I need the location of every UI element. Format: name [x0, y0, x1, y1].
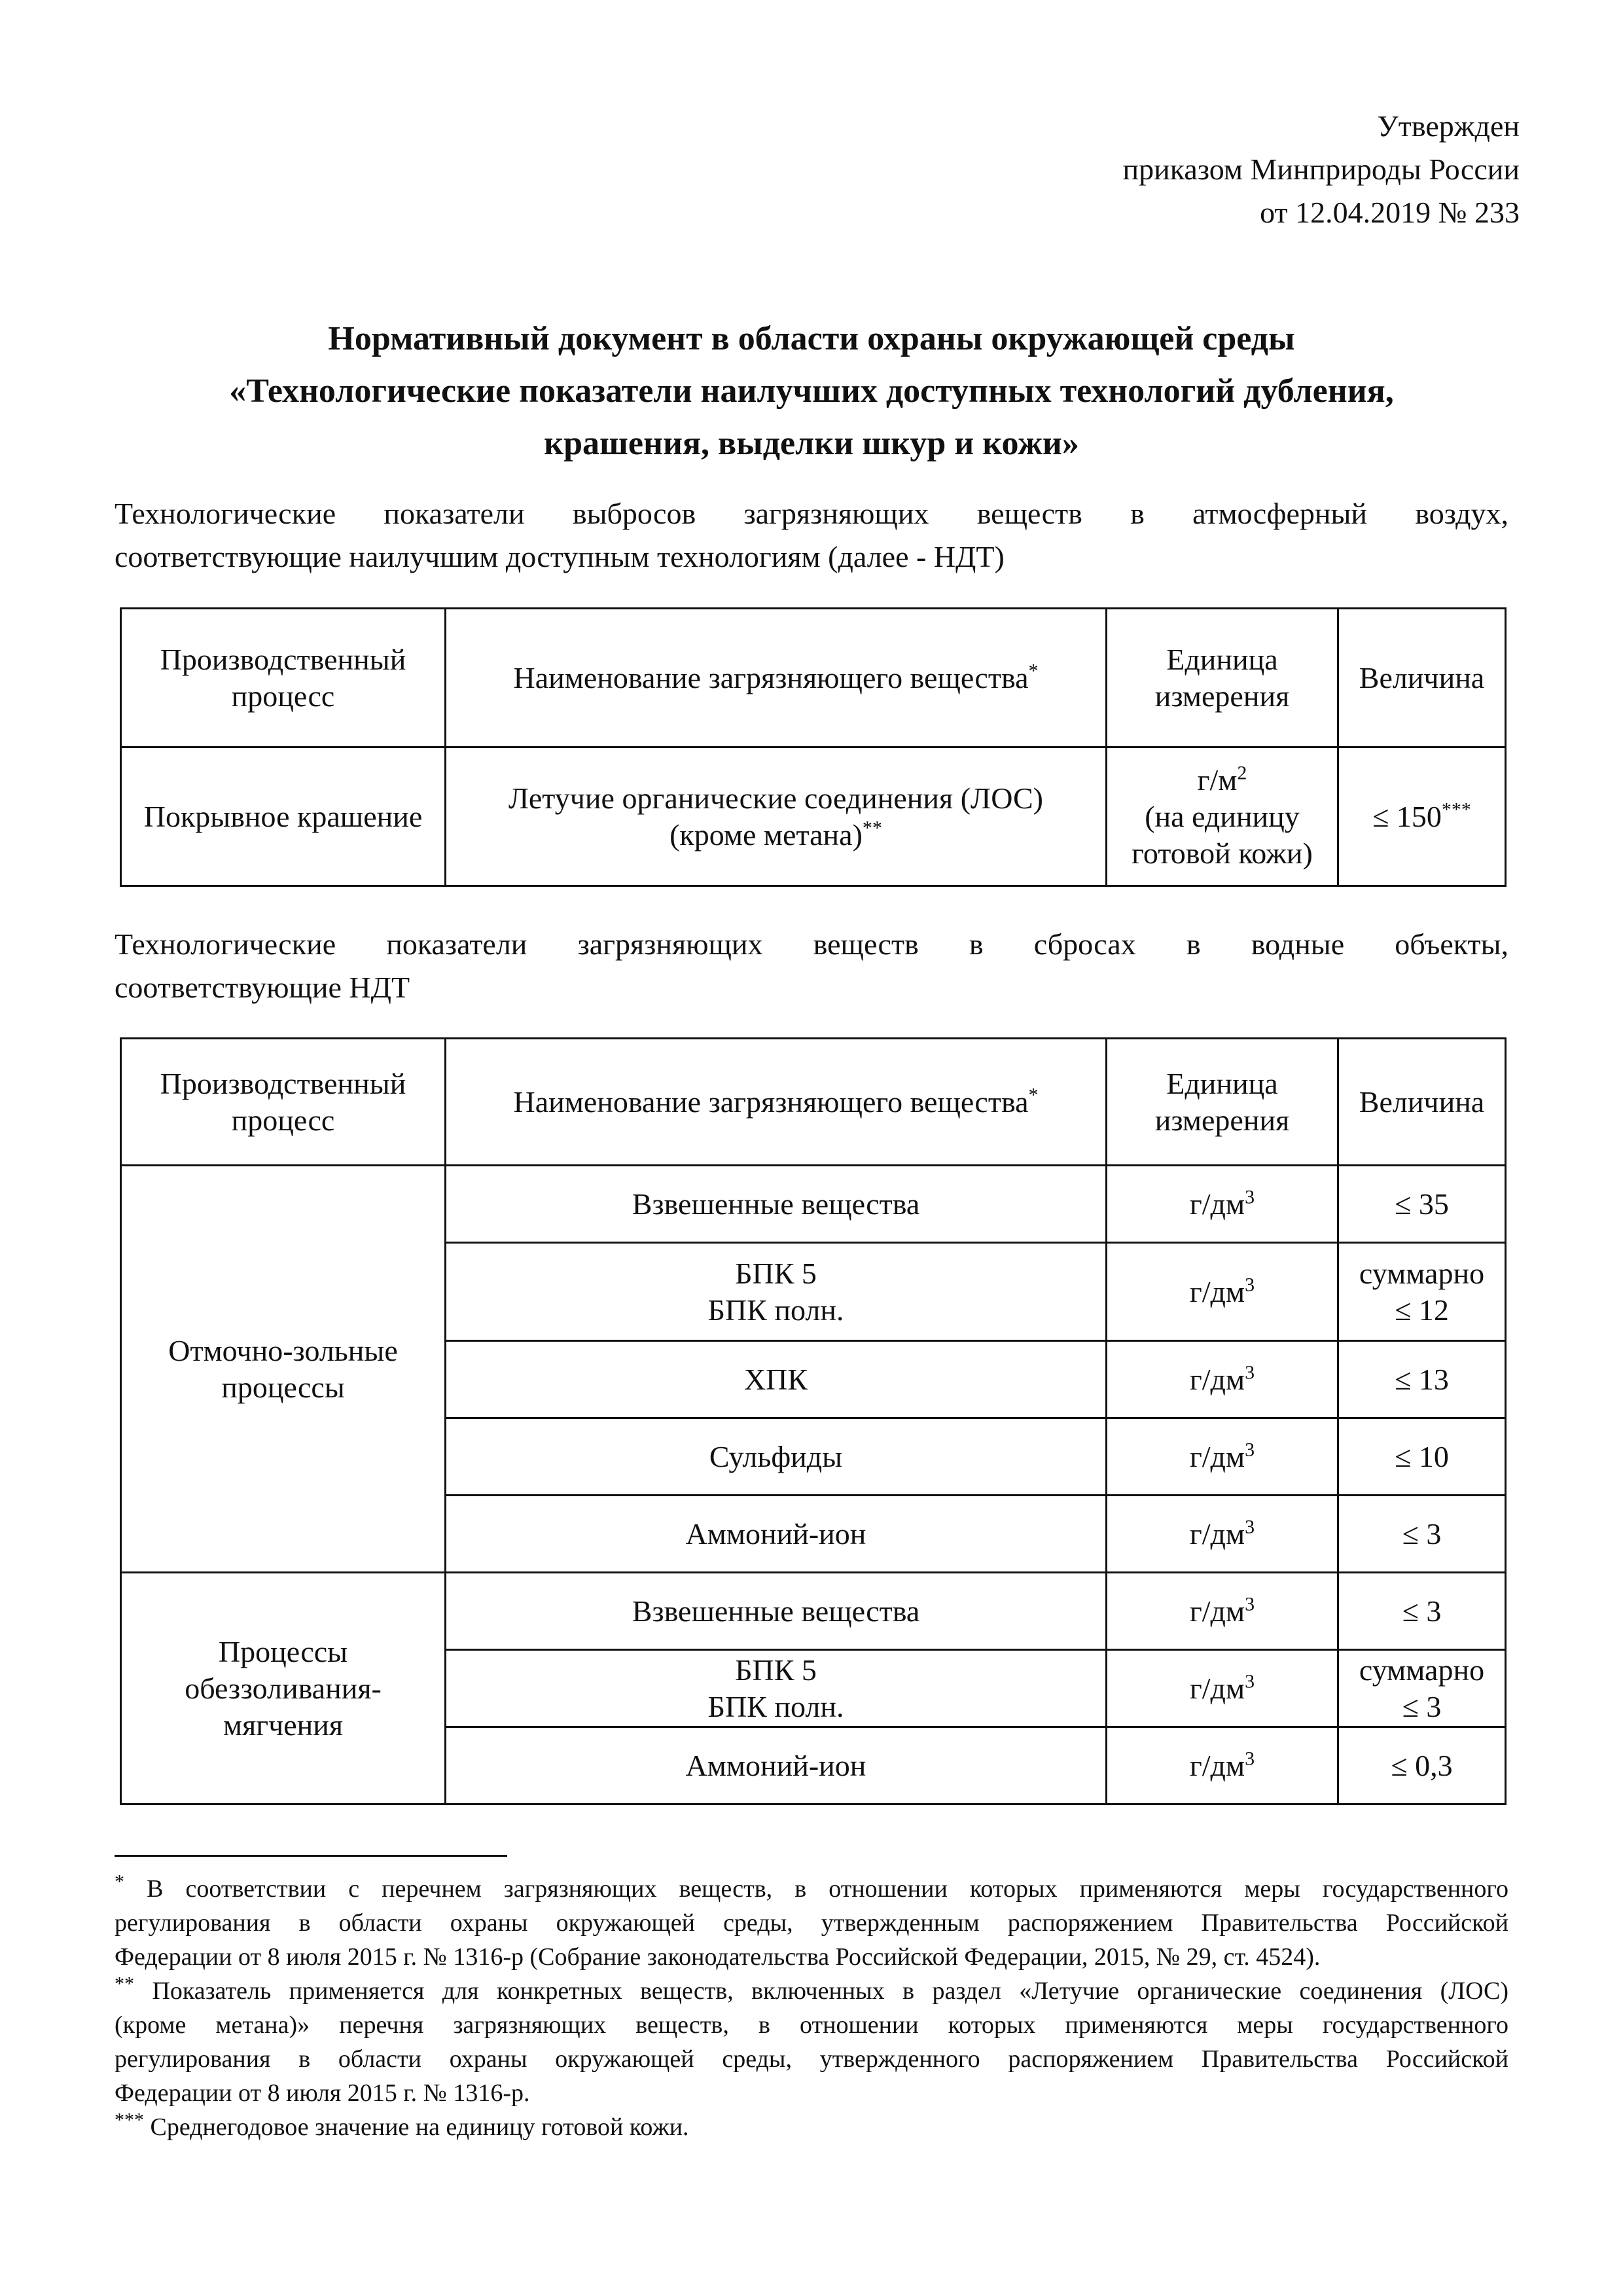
section1-intro: [115, 492, 1508, 579]
cell-value: ≤ 3: [1338, 1573, 1506, 1650]
cell-unit: $г/дм^3$: [1107, 1650, 1338, 1727]
section2-line-2: соответствующие НДТ: [115, 971, 410, 1004]
section1-line-2: соответствующие наилучшим доступным технологиям (далее - НДТ): [115, 540, 1005, 573]
cell-substance: Летучие органические соединения (ЛОС) (кроме метана)**: [446, 747, 1107, 886]
title-line-3: крашения, выделки шкур и кожи»: [544, 425, 1079, 462]
approval-line-1: Утвержден: [1377, 109, 1520, 143]
discharges-table: [120, 1037, 1507, 1805]
footnotes: [115, 1872, 1508, 2144]
footnote-2: ** Показатель применяется для конкретных веществ, включенных в раздел «Летучие органические соединения (ЛОС) (кроме метана)» перечня загрязняющих веществ, в отношении которых применяются меры государственного регулирования в области охраны окружающей среды, утвержденного распоряжением Правительства Российской Федерации от 8 июля 2015 г. № 1316-р.: [115, 1973, 1508, 2107]
cell-value: суммарно ≤ 3: [1338, 1650, 1506, 1727]
table-row: [121, 1573, 1506, 1650]
title-line-1: Нормативный документ в области охраны окружающей среды: [328, 320, 1295, 357]
discharges-header-row: [121, 1039, 1506, 1166]
header-substance: Наименование загрязняющего вещества*: [446, 1039, 1107, 1166]
cell-value: ≤ 150***: [1338, 747, 1506, 886]
footnote-3: *** Среднегодовое значение на единицу готовой кожи.: [115, 2109, 689, 2141]
cell-unit: $г/дм^3$: [1107, 1573, 1338, 1650]
header-substance: Наименование загрязняющего вещества*: [446, 609, 1107, 747]
group-process-cell: Отмочно-зольные процессы: [121, 1166, 446, 1573]
section2-line-1: Технологические показатели загрязняющих веществ в сбросах в водные объекты,: [115, 927, 1508, 961]
cell-unit: $г/дм^3$: [1107, 1727, 1338, 1804]
footnote-divider: [115, 1855, 507, 1857]
cell-value: ≤ 35: [1338, 1166, 1506, 1243]
cell-substance: ХПК: [446, 1341, 1107, 1418]
cell-unit: $г/м^2$ (на единицу готовой кожи): [1107, 747, 1338, 886]
cell-unit: $г/дм^3$: [1107, 1341, 1338, 1418]
cell-substance: Аммоний-ион: [446, 1727, 1107, 1804]
cell-unit: $г/дм^3$: [1107, 1418, 1338, 1496]
header-value: Величина: [1338, 1039, 1506, 1166]
footnote-1: * В соответствии с перечнем загрязняющих веществ, в отношении которых применяются меры государственного регулирования в области охраны окружающей среды, утвержденным распоряжением Правительства Российской Федерации от 8 июля 2015 г. № 1316-р (Собрание законодательства Российской Федерации, 2015, № 29, ст. 4524).: [115, 1871, 1509, 1971]
header-process: Производственный процесс: [121, 1039, 446, 1166]
cell-unit: $г/дм^3$: [1107, 1166, 1338, 1243]
cell-value: ≤ 13: [1338, 1341, 1506, 1418]
cell-unit: $г/дм^3$: [1107, 1243, 1338, 1341]
document-title: [115, 313, 1508, 470]
approval-line-2: приказом Минприроды России: [1122, 152, 1520, 186]
cell-value: ≤ 0,3: [1338, 1727, 1506, 1804]
emissions-header-row: [121, 609, 1506, 747]
cell-value: ≤ 10: [1338, 1418, 1506, 1496]
emissions-table: [120, 607, 1507, 887]
cell-process: Покрывное крашение: [121, 747, 446, 886]
cell-substance: Взвешенные вещества: [446, 1166, 1107, 1243]
header-unit: Единица измерения: [1107, 1039, 1338, 1166]
cell-substance: Сульфиды: [446, 1418, 1107, 1496]
header-unit: Единица измерения: [1107, 609, 1338, 747]
table-row: [121, 747, 1506, 886]
title-line-2: «Технологические показатели наилучших доступных технологий дубления,: [229, 372, 1394, 410]
cell-unit: $г/дм^3$: [1107, 1496, 1338, 1573]
cell-substance: БПК 5 БПК полн.: [446, 1650, 1107, 1727]
cell-substance: БПК 5 БПК полн.: [446, 1243, 1107, 1341]
table-row: [121, 1166, 1506, 1243]
cell-value: суммарно ≤ 12: [1338, 1243, 1506, 1341]
header-value: Величина: [1338, 609, 1506, 747]
section2-intro: [115, 923, 1508, 1009]
approval-block: [1123, 105, 1520, 234]
cell-substance: Взвешенные вещества: [446, 1573, 1107, 1650]
cell-value: ≤ 3: [1338, 1496, 1506, 1573]
approval-line-3: от 12.04.2019 № 233: [1260, 196, 1520, 229]
header-process: Производственный процесс: [121, 609, 446, 747]
cell-substance: Аммоний-ион: [446, 1496, 1107, 1573]
group-process-cell: Процессы обеззоливания-мягчения: [121, 1573, 446, 1804]
section1-line-1: Технологические показатели выбросов загрязняющих веществ в атмосферный воздух,: [115, 497, 1508, 530]
